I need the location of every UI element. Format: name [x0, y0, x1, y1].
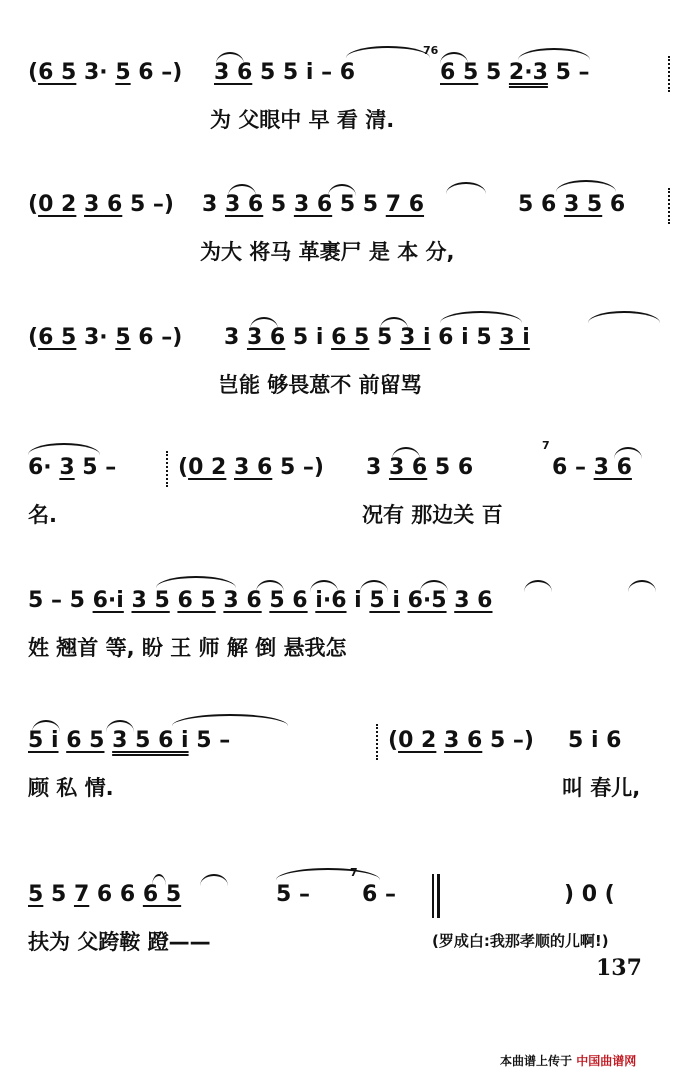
- lyric-line: 为大 将马 革裹尸 是 本 分,: [200, 240, 455, 264]
- note-group: (0 2 3 6 5 –): [178, 455, 324, 480]
- note-group: 6 – 3 6: [552, 455, 632, 480]
- grace-note: 7: [350, 866, 358, 879]
- note-group: 5 5 7 6 6 6 5: [28, 882, 182, 907]
- note-group: 5 –: [276, 882, 310, 907]
- note-group: 5 i 6 5 3 5 6 i 5 –: [28, 728, 231, 753]
- page-number: 137: [596, 955, 642, 981]
- note-group: (0 2 3 6 5 –): [388, 728, 534, 753]
- note-group: 5 – 5 6·i 3 5 6 5 3 6 5 6 i·6 i 5 i 6·5 3 6: [28, 588, 493, 613]
- note-group: 6· 3 5 –: [28, 455, 117, 480]
- note-group: 3 3 6 5 6: [366, 455, 474, 480]
- lyric-line: 姓 翘首 等, 盼 王 师 解 倒 悬我怎: [28, 636, 347, 660]
- note-group: 3 6 5 5 i – 6: [214, 60, 356, 85]
- grace-note: 76: [423, 44, 439, 57]
- lyric-left: 顾 私 情.: [28, 776, 114, 800]
- footer-logo: 中国曲谱网: [576, 1054, 637, 1068]
- note-group: 6 –: [362, 882, 396, 907]
- note-group: (0 2 3 6 5 –): [28, 192, 174, 217]
- note-group: 3 3 6 5 3 6 5 5 7 6: [202, 192, 425, 217]
- note-group: (6 5 3· 5 6 –): [28, 325, 183, 350]
- lyric-line: 叫 春儿,: [562, 776, 641, 800]
- note-group: ) 0 (: [564, 882, 615, 907]
- note-group: 6 5 5 2·3 5 –: [440, 60, 590, 85]
- lyric-line: 为 父眼中 早 看 清.: [210, 108, 395, 132]
- footer: [500, 1052, 636, 1069]
- lyric-left: 名.: [28, 503, 57, 527]
- note-group: (6 5 3· 5 6 –): [28, 60, 183, 85]
- note-group: 5 i 6: [568, 728, 622, 753]
- note-group: 5 6 3 5 6: [518, 192, 626, 217]
- grace-note: 7: [542, 439, 550, 452]
- lyric-line: 岂能 够畏葸不 前留骂: [218, 373, 422, 397]
- lyric-line: 况有 那边关 百: [362, 503, 503, 527]
- note-group: 3 3 6 5 i 6 5 5 3 i 6 i 5 3 i: [224, 325, 530, 350]
- footer-text: 本曲谱上传于: [500, 1054, 573, 1068]
- lyric-line: 扶为 父跨鞍 蹬——: [28, 930, 211, 954]
- spoken-line: (罗成白:我那孝顺的儿啊!): [432, 932, 609, 950]
